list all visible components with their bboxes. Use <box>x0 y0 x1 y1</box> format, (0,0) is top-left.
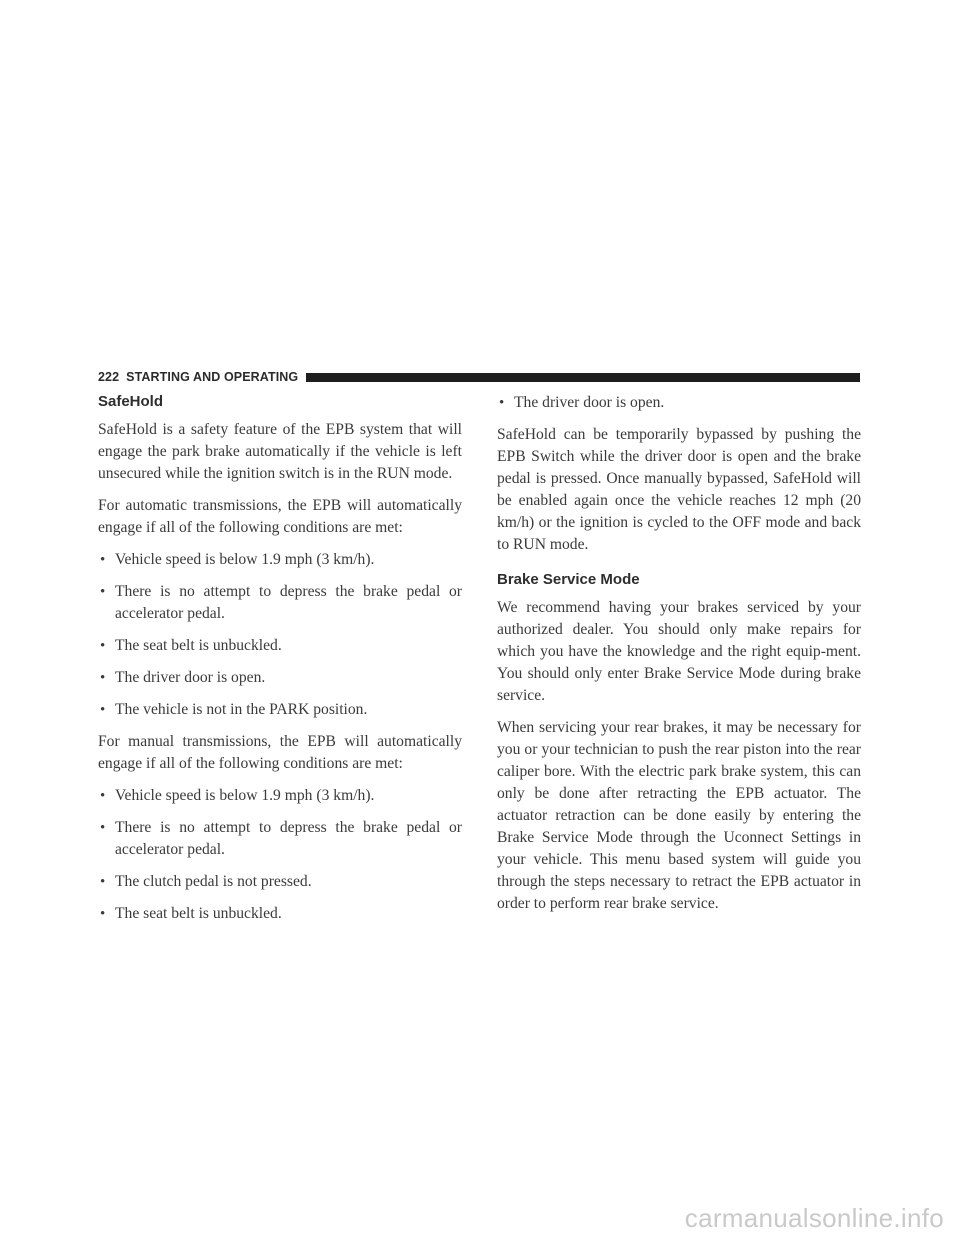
list-item: • The driver door is open. <box>497 392 861 414</box>
bullet-icon: • <box>100 670 106 686</box>
list-item: • The vehicle is not in the PARK position. <box>98 699 462 721</box>
list-item: • The seat belt is unbuckled. <box>98 903 462 925</box>
list-item: • There is no attempt to depress the brake pedal or accelerator pedal. <box>100 819 462 858</box>
list-item: • The clutch pedal is not pressed. <box>98 871 462 893</box>
brake-service-heading: Brake Service Mode <box>497 571 640 588</box>
safehold-heading: SafeHold <box>98 393 164 410</box>
manual-intro: For manual transmissions, the EPB will automatically engage if all of the following conditions are met: <box>98 733 462 772</box>
bullet-icon: • <box>499 395 505 411</box>
bullet-icon: • <box>100 638 106 654</box>
page-number: 222 <box>98 370 120 384</box>
list-item: • The driver door is open. <box>98 667 462 689</box>
safehold-intro: SafeHold is a safety feature of the EPB system that will engage the park brake automatically if the vehicle is left unsecured while the ignition switch is in the RUN mode. <box>98 421 462 482</box>
section-title: STARTING AND OPERATING <box>126 370 299 384</box>
watermark: carmanualsonline.info <box>684 1203 944 1233</box>
bullet-icon: • <box>100 584 106 600</box>
bullet-icon: • <box>100 788 106 804</box>
automatic-intro: For automatic transmissions, the EPB will automatically engage if all of the following conditions are met: <box>98 497 462 536</box>
left-column <box>98 392 462 935</box>
manual-conditions-list <box>98 785 462 925</box>
bullet-icon: • <box>100 906 106 922</box>
bullet-icon: • <box>100 702 106 718</box>
bullet-icon: • <box>100 820 106 836</box>
list-item: • There is no attempt to depress the brake pedal or accelerator pedal. <box>100 583 462 622</box>
manual-conditions-continued <box>497 392 861 414</box>
page-header <box>98 368 860 386</box>
safehold-bypass-text: SafeHold can be temporarily bypassed by pushing the EPB Switch while the driver door is open and the brake pedal is pressed. Once manually bypassed, SafeHold will be enabled again once the vehicle reaches 12 mph (20 km/h) or the ignition is cycled to the OFF mode and back to RUN mode. <box>497 426 861 553</box>
automatic-conditions-list <box>98 549 462 721</box>
bullet-icon: • <box>100 552 106 568</box>
bullet-icon: • <box>100 874 106 890</box>
list-item: • The seat belt is unbuckled. <box>98 635 462 657</box>
list-item: • Vehicle speed is below 1.9 mph (3 km/h). <box>98 549 462 571</box>
list-item: • Vehicle speed is below 1.9 mph (3 km/h). <box>98 785 462 807</box>
brake-service-paragraph-1: We recommend having your brakes serviced by your authorized dealer. You should only make repairs for which you have the knowledge and the right equip-ment. You should only enter Brake Service Mode during brake service. <box>497 599 861 704</box>
right-column <box>497 392 861 925</box>
header-rule <box>306 373 860 382</box>
brake-service-paragraph-2: When servicing your rear brakes, it may be necessary for you or your technician to push the rear piston into the rear caliper bore. With the electric park brake system, this can only be done after retracting the EPB actuator. The actuator retraction can be done easily by entering the Brake Service Mode through the Uconnect Settings in your vehicle. This menu based system will guide you through the steps necessary to retract the EPB actuator in order to perform rear brake service. <box>497 719 861 912</box>
